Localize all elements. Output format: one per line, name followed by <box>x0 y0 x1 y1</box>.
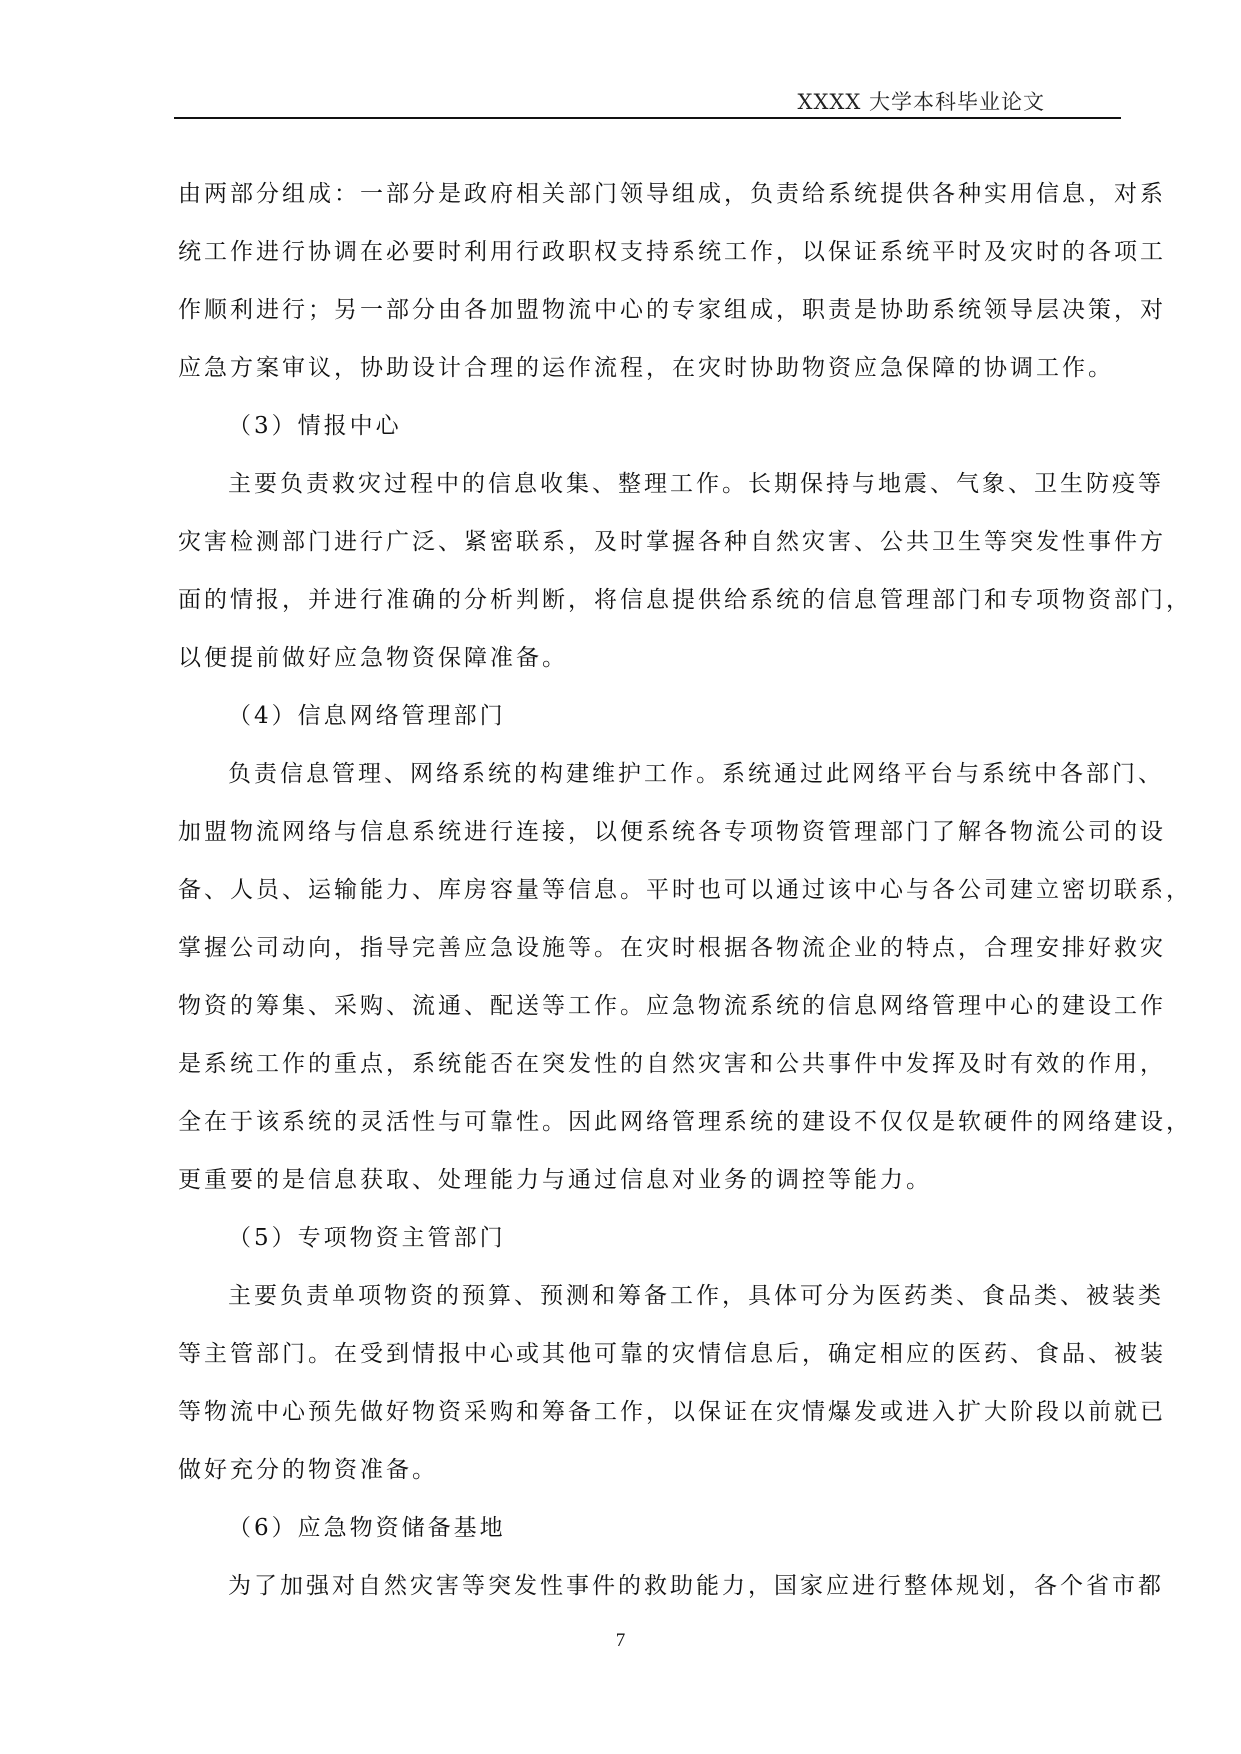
section-heading: （6）应急物资储备基地 <box>228 1515 506 1541</box>
section-heading: （3）情报中心 <box>228 413 402 439</box>
text-line: 更重要的是信息获取、处理能力与通过信息对业务的调控等能力。 <box>178 1167 932 1193</box>
text-line: 加盟物流网络与信息系统进行连接，以便系统各专项物资管理部门了解各物流公司的设 <box>178 819 1166 845</box>
text-line: 物资的筹集、采购、流通、配送等工作。应急物流系统的信息网络管理中心的建设工作 <box>178 993 1166 1019</box>
paragraph <box>178 1557 1164 1615</box>
text-line: 以便提前做好应急物资保障准备。 <box>178 645 568 671</box>
text-line: 主要负责单项物资的预算、预测和筹备工作，具体可分为医药类、食品类、被装类 <box>228 1283 1164 1309</box>
text-line: 负责信息管理、网络系统的构建维护工作。系统通过此网络平台与系统中各部门、 <box>228 761 1164 787</box>
text-line: 面的情报，并进行准确的分析判断，将信息提供给系统的信息管理部门和专项物资部门， <box>178 587 1192 613</box>
section-heading: （4）信息网络管理部门 <box>228 703 506 729</box>
paragraph <box>178 455 1192 687</box>
header-rule <box>174 117 1121 119</box>
body-text <box>178 165 1192 1615</box>
text-line: 等物流中心预先做好物资采购和筹备工作，以保证在灾情爆发或进入扩大阶段以前就已 <box>178 1399 1166 1425</box>
text-line: 是系统工作的重点，系统能否在突发性的自然灾害和公共事件中发挥及时有效的作用， <box>178 1051 1166 1077</box>
text-line: 统工作进行协调在必要时利用行政职权支持系统工作，以保证系统平时及灾时的各项工 <box>178 239 1166 265</box>
text-line: 全在于该系统的灵活性与可靠性。因此网络管理系统的建设不仅仅是软硬件的网络建设， <box>178 1109 1192 1135</box>
header-title: XXXX 大学本科毕业论文 <box>797 90 1045 114</box>
text-line: 应急方案审议，协助设计合理的运作流程，在灾时协助物资应急保障的协调工作。 <box>178 355 1114 381</box>
paragraph <box>178 745 1192 1209</box>
text-line: 备、人员、运输能力、库房容量等信息。平时也可以通过该中心与各公司建立密切联系， <box>178 877 1192 903</box>
text-line: 为了加强对自然灾害等突发性事件的救助能力，国家应进行整体规划，各个省市都 <box>228 1573 1164 1599</box>
text-line: 由两部分组成：一部分是政府相关部门领导组成，负责给系统提供各种实用信息，对系 <box>178 181 1166 207</box>
paragraph <box>178 165 1166 397</box>
text-line: 作顺利进行；另一部分由各加盟物流中心的专家组成，职责是协助系统领导层决策，对 <box>178 297 1166 323</box>
text-line: 掌握公司动向，指导完善应急设施等。在灾时根据各物流企业的特点，合理安排好救灾 <box>178 935 1166 961</box>
section-heading: （5）专项物资主管部门 <box>228 1225 506 1251</box>
text-line: 主要负责救灾过程中的信息收集、整理工作。长期保持与地震、气象、卫生防疫等 <box>228 471 1164 497</box>
text-line: 做好充分的物资准备。 <box>178 1457 438 1483</box>
text-line: 等主管部门。在受到情报中心或其他可靠的灾情信息后，确定相应的医药、食品、被装 <box>178 1341 1166 1367</box>
page-number: 7 <box>615 1630 626 1651</box>
paragraph <box>178 1267 1166 1499</box>
text-line: 灾害检测部门进行广泛、紧密联系，及时掌握各种自然灾害、公共卫生等突发性事件方 <box>178 529 1166 555</box>
